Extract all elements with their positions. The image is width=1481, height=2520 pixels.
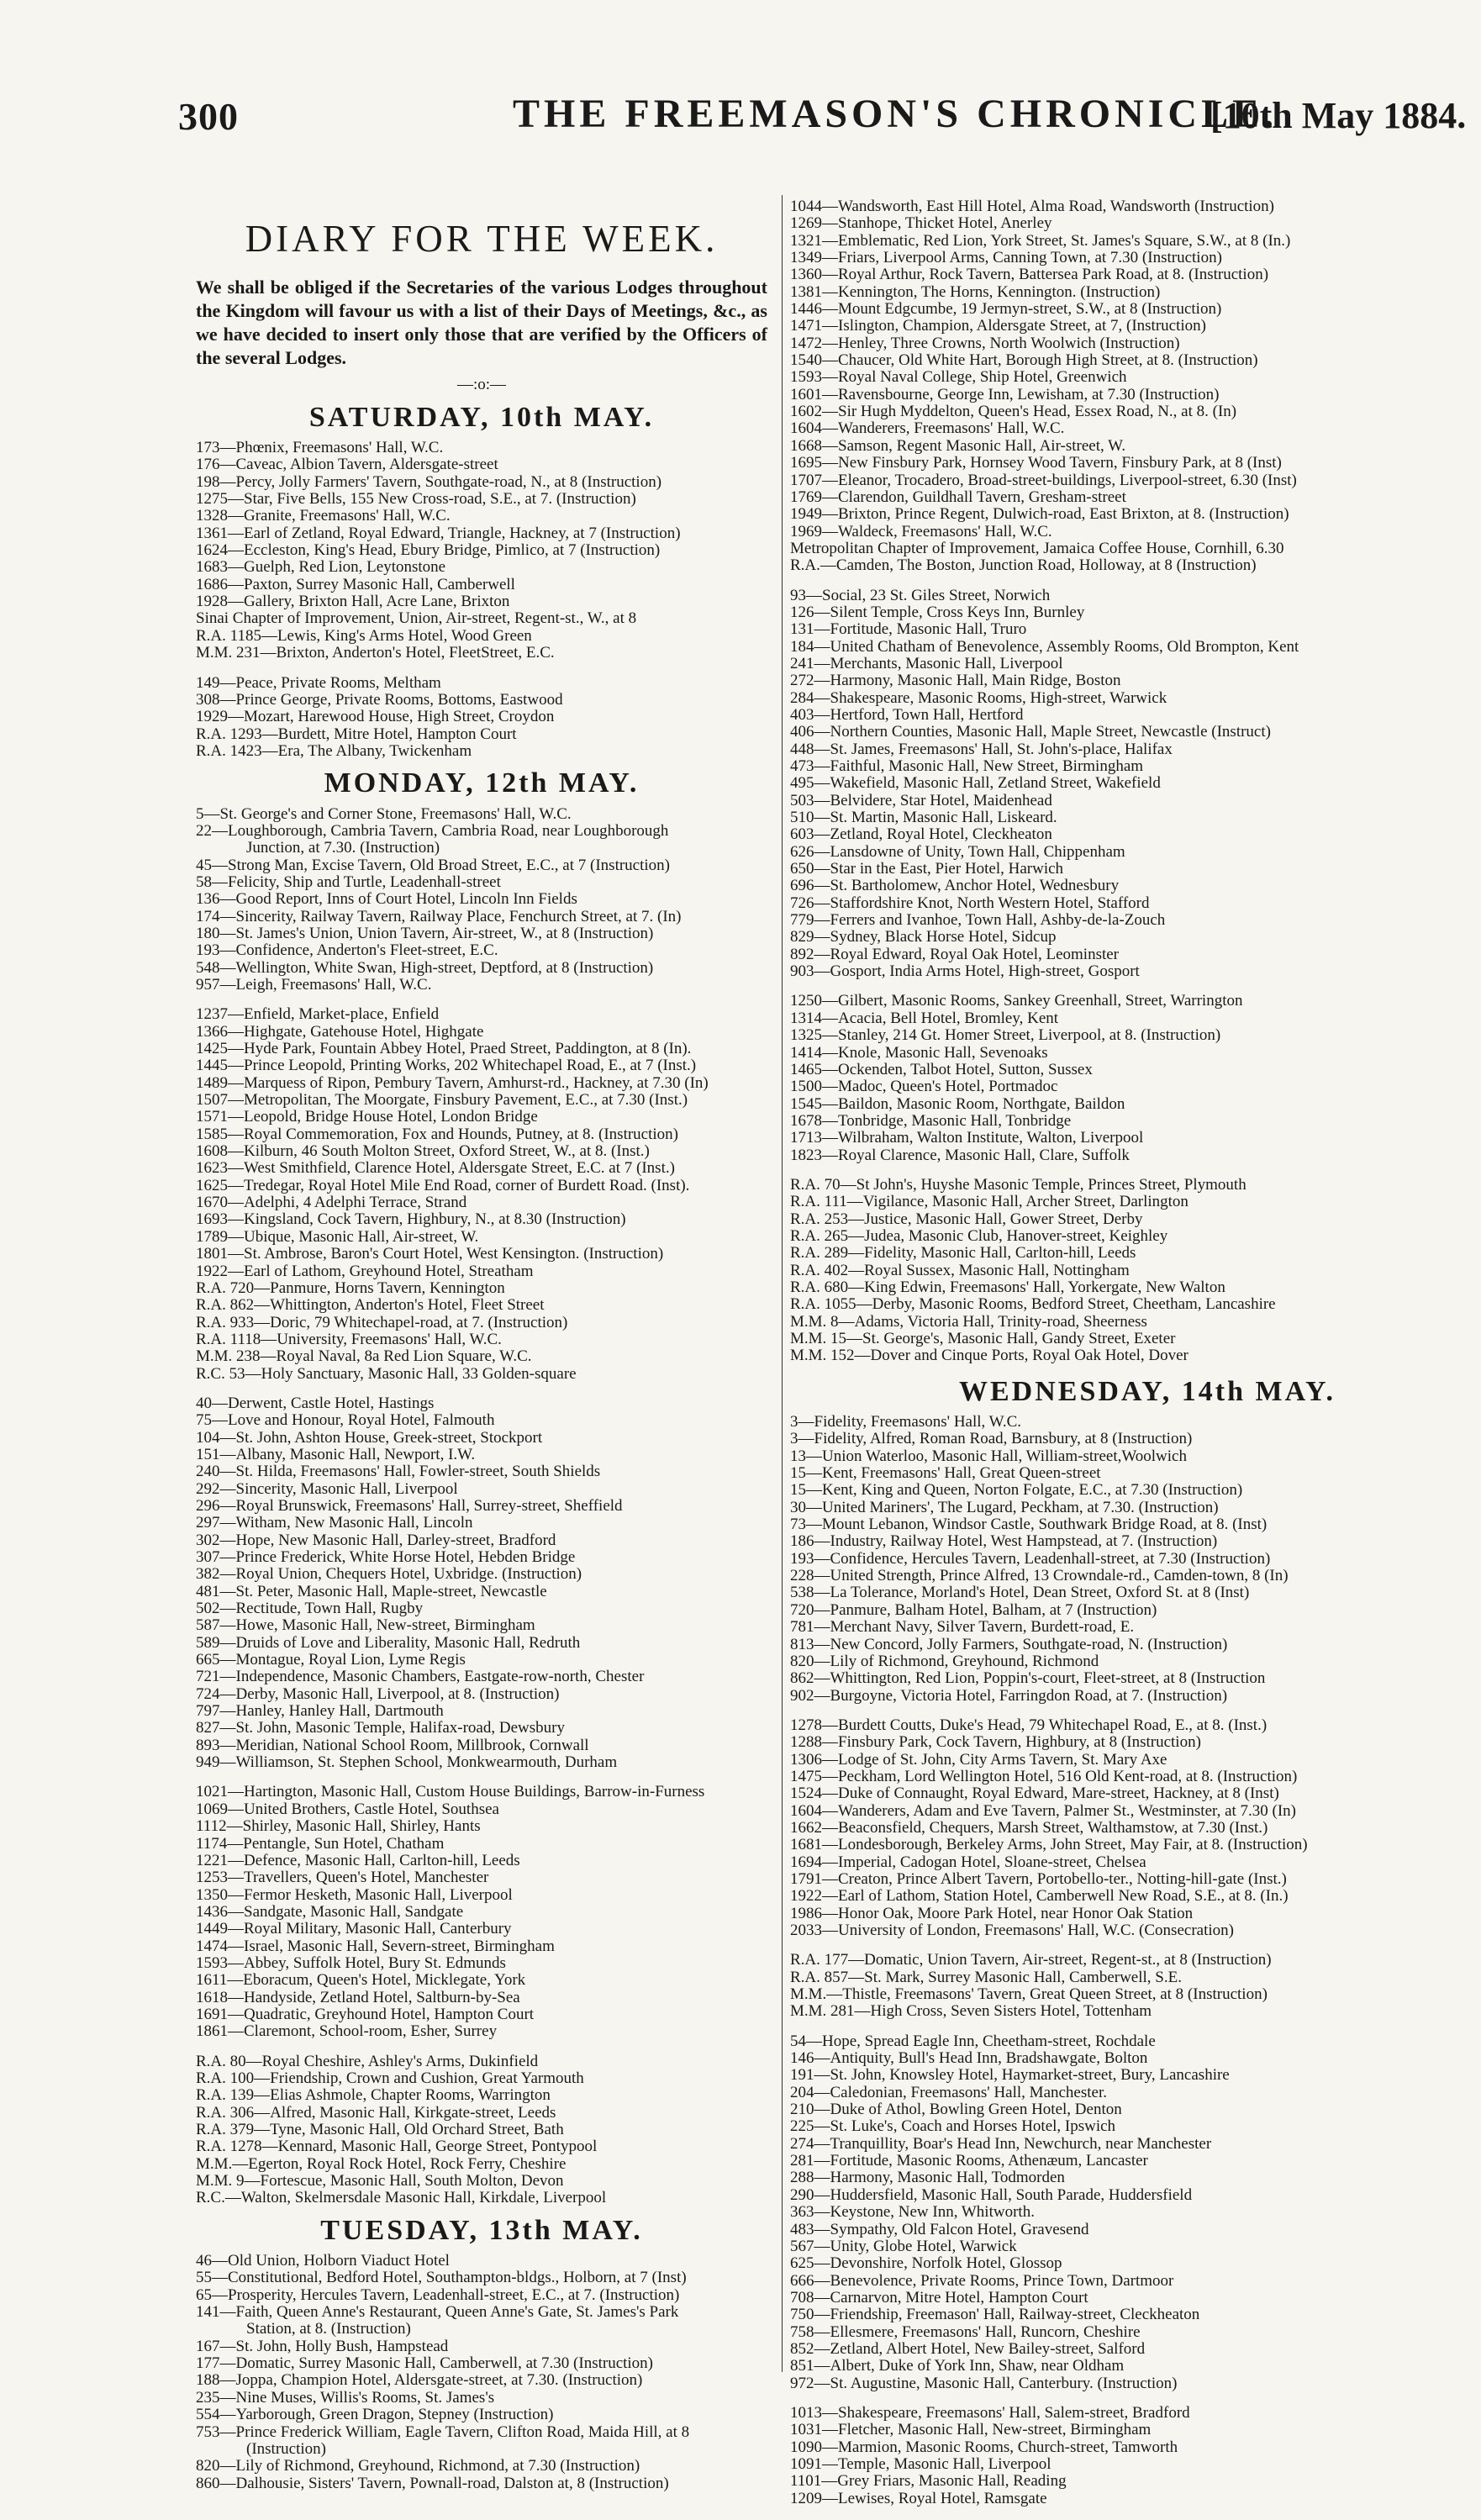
lodge-entry: 666—Benevolence, Private Rooms, Prince Town, Dartmoor xyxy=(790,2272,1174,2290)
lodge-entry: 1545—Baildon, Masonic Room, Northgate, Baildon xyxy=(790,1095,1125,1113)
diary-title: DIARY FOR THE WEEK. xyxy=(245,218,719,260)
lodge-entry: 126—Silent Temple, Cross Keys Inn, Burnley xyxy=(790,604,1085,621)
lodge-entry: M.M. 15—St. George's, Masonic Hall, Gandy Street, Exeter xyxy=(790,1331,1176,1347)
lodge-entry: 827—St. John, Masonic Temple, Halifax-road, Dewsbury xyxy=(196,1720,565,1737)
lodge-entry: 1713—Wilbraham, Walton Institute, Walton, Liverpool xyxy=(790,1130,1144,1147)
lodge-entry: 292—Sincerity, Masonic Hall, Liverpool xyxy=(196,1480,458,1498)
lodge-entry: 403—Hertford, Town Hall, Hertford xyxy=(790,706,1024,724)
lodge-entry: 1571—Leopold, Bridge House Hotel, London Bridge xyxy=(196,1109,538,1126)
lodge-entry: 198—Percy, Jolly Farmers' Tavern, Southgate-road, N., at 8 (Instruction) xyxy=(196,473,662,491)
lodge-entry: M.M. 8—Adams, Victoria Hall, Trinity-road, Sheerness xyxy=(790,1313,1147,1331)
lodge-entry: 40—Derwent, Castle Hotel, Hastings xyxy=(196,1394,435,1412)
listing-group xyxy=(790,1414,1481,1705)
lodge-entry: R.A. 1185—Lewis, King's Arms Hotel, Wood Green xyxy=(196,627,532,645)
lodge-entry: (Instruction) xyxy=(246,2440,326,2458)
lodge-entry: 1608—Kilburn, 46 South Molton Street, Oxford Street, W., at 8. (Inst.) xyxy=(196,1143,650,1161)
lodge-entry: 1681—Londesborough, Berkeley Arms, John Street, May Fair, at 8. (Instruction) xyxy=(790,1837,1308,1854)
lodge-entry: 1801—St. Ambrose, Baron's Court Hotel, West Kensington. (Instruction) xyxy=(196,1246,664,1263)
lodge-entry: 626—Lansdowne of Unity, Town Hall, Chippenham xyxy=(790,843,1125,861)
lodge-entry: 1446—Mount Edgcumbe, 19 Jermyn-street, S.W., at 8 (Instruction) xyxy=(790,301,1222,319)
lodge-entry: 548—Wellington, White Swan, High-street, Deptford, at 8 (Instruction) xyxy=(196,959,654,977)
lodge-entry: 1269—Stanhope, Thicket Hotel, Anerley xyxy=(790,215,1052,233)
lodge-entry: 149—Peace, Private Rooms, Meltham xyxy=(196,674,441,692)
lodge-entry: 1112—Shirley, Masonic Hall, Shirley, Hants xyxy=(196,1818,481,1836)
lodge-entry: 1604—Wanderers, Freemasons' Hall, W.C. xyxy=(790,420,1065,438)
lodge-entry: 1604—Wanderers, Adam and Eve Tavern, Palmer St., Westminster, at 7.30 (In) xyxy=(790,1802,1297,1820)
lodge-entry: 1350—Fermor Hesketh, Masonic Hall, Liverpool xyxy=(196,1886,513,1904)
lodge-entry: 1928—Gallery, Brixton Hall, Acre Lane, Brixton xyxy=(196,593,510,611)
lodge-entry: 5—St. George's and Corner Stone, Freemasons' Hall, W.C. xyxy=(196,805,572,823)
lodge-entry: 720—Panmure, Balham Hotel, Balham, at 7 (Instruction) xyxy=(790,1601,1157,1619)
column-rule xyxy=(782,195,783,2372)
lodge-entry: 1791—Creaton, Prince Albert Tavern, Portobello-ter., Notting-hill-gate (Inst.) xyxy=(790,1870,1287,1888)
listing-group xyxy=(790,198,1481,575)
lodge-entry: 382—Royal Union, Chequers Hotel, Uxbridge. (Instruction) xyxy=(196,1566,582,1584)
lodge-entry: 1475—Peckham, Lord Wellington Hotel, 516 Old Kent-road, at 8. (Instruction) xyxy=(790,1768,1298,1785)
lodge-entry: 892—Royal Edward, Royal Oak Hotel, Leominster xyxy=(790,946,1120,963)
lodge-entry: 1618—Handyside, Zetland Hotel, Saltburn-by-Sea xyxy=(196,1989,520,2006)
listing-group xyxy=(196,806,767,994)
lodge-entry: 510—St. Martin, Masonic Hall, Liskeard. xyxy=(790,809,1057,827)
lodge-entry: M.M. 238—Royal Naval, 8a Red Lion Square, W.C. xyxy=(196,1348,532,1366)
lodge-entry: 1021—Hartington, Masonic Hall, Custom House Buildings, Barrow-in-Furness xyxy=(196,1784,705,1801)
lodge-entry: 104—St. John, Ashton House, Greek-street, Stockport xyxy=(196,1429,543,1447)
lodge-entry: 274—Tranquillity, Boar's Head Inn, Newchurch, near Manchester xyxy=(790,2135,1212,2153)
lodge-entry: 893—Meridian, National School Room, Millbrook, Cornwall xyxy=(196,1737,589,1754)
lodge-entry: 696—St. Bartholomew, Anchor Hotel, Wednesbury xyxy=(790,878,1120,895)
lodge-entry: 1381—Kennington, The Horns, Kennington. (Instruction) xyxy=(790,283,1161,301)
lodge-entry: 1445—Prince Leopold, Printing Works, 202 Whitechapel Road, E., at 7 (Inst.) xyxy=(196,1057,697,1075)
lodge-entry: 862—Whittington, Red Lion, Poppin's-court, Fleet-street, at 8 (Instruction xyxy=(790,1670,1266,1688)
lodge-entry: 45—Strong Man, Excise Tavern, Old Broad Street, E.C., at 7 (Instruction) xyxy=(196,857,670,874)
lodge-entry: 1321—Emblematic, Red Lion, York Street, St. James's Square, S.W., at 8 (In.) xyxy=(790,232,1291,250)
lodge-entry: 1221—Defence, Masonic Hall, Carlton-hill, Leeds xyxy=(196,1852,520,1869)
listing-group xyxy=(790,993,1481,1163)
lodge-entry: 174—Sincerity, Railway Tavern, Railway Place, Fenchurch Street, at 7. (In) xyxy=(196,908,682,925)
lodge-entry: 1683—Guelph, Red Lion, Leytonstone xyxy=(196,559,446,577)
listing-group xyxy=(196,1784,767,2040)
lodge-entry: R.A. 139—Elias Ashmole, Chapter Rooms, Warrington xyxy=(196,2087,551,2105)
listing-group xyxy=(196,2253,767,2492)
lodge-entry: 1237—Enfield, Market-place, Enfield xyxy=(196,1006,440,1024)
monday-heading: MONDAY, 12th MAY. xyxy=(324,767,640,799)
lodge-entry: 448—St. James, Freemasons' Hall, St. John's-place, Halifax xyxy=(790,741,1173,758)
lodge-entry: R.A.—Camden, The Boston, Junction Road, Holloway, at 8 (Instruction) xyxy=(790,557,1257,575)
lodge-entry: 1949—Brixton, Prince Regent, Dulwich-road, East Brixton, at 8. (Instruction) xyxy=(790,506,1289,524)
lodge-entry: R.A. 289—Fidelity, Masonic Hall, Carlton-hill, Leeds xyxy=(790,1245,1136,1263)
lodge-entry: 957—Leigh, Freemasons' Hall, W.C. xyxy=(196,977,432,994)
lodge-entry: 1174—Pentangle, Sun Hotel, Chatham xyxy=(196,1835,445,1853)
lodge-entry: M.M. 152—Dover and Cinque Ports, Royal Oak Hotel, Dover xyxy=(790,1347,1188,1365)
lodge-entry: 15—Kent, Freemasons' Hall, Great Queen-street xyxy=(790,1465,1101,1483)
lodge-entry: 750—Friendship, Freemason' Hall, Railway-street, Cleckheaton xyxy=(790,2306,1200,2324)
lodge-entry: 3—Fidelity, Alfred, Roman Road, Barnsbury, at 8 (Instruction) xyxy=(790,1431,1193,1448)
lodge-entry: 288—Harmony, Masonic Hall, Todmorden xyxy=(790,2169,1065,2187)
lodge-entry: 852—Zetland, Albert Hotel, New Bailey-street, Salford xyxy=(790,2340,1146,2358)
lodge-entry: 1366—Highgate, Gatehouse Hotel, Highgate xyxy=(196,1023,484,1041)
lodge-entry: 307—Prince Frederick, White Horse Hotel, Hebden Bridge xyxy=(196,1549,576,1566)
lodge-entry: 1101—Grey Friars, Masonic Hall, Reading xyxy=(790,2473,1067,2491)
lodge-entry: R.A. 862—Whittington, Anderton's Hotel, Fleet Street xyxy=(196,1297,545,1315)
lodge-entry: R.A. 70—St John's, Huyshe Masonic Temple, Princes Street, Plymouth xyxy=(790,1176,1246,1194)
lodge-entry: 136—Good Report, Inns of Court Hotel, Lincoln Inn Fields xyxy=(196,891,577,909)
lodge-entry: 1922—Earl of Lathom, Greyhound Hotel, Streatham xyxy=(196,1263,534,1280)
lodge-entry: 1585—Royal Commemoration, Fox and Hounds, Putney, at 8. (Instruction) xyxy=(196,1126,678,1143)
lodge-entry: Sinai Chapter of Improvement, Union, Air-street, Regent-st., W., at 8 xyxy=(196,610,637,628)
lodge-entry: R.A. 100—Friendship, Crown and Cushion, Great Yarmouth xyxy=(196,2069,584,2087)
lodge-entry: 296—Royal Brunswick, Freemasons' Hall, Surrey-street, Sheffield xyxy=(196,1497,623,1515)
lodge-entry: 589—Druids of Love and Liberality, Masonic Hall, Redruth xyxy=(196,1634,581,1652)
lodge-entry: 1524—Duke of Connaught, Royal Edward, Mare-street, Hackney, at 8 (Inst) xyxy=(790,1785,1279,1803)
lodge-entry: R.A. 1293—Burdett, Mitre Hotel, Hampton Court xyxy=(196,725,517,743)
lodge-entry: 851—Albert, Duke of York Inn, Shaw, near Oldham xyxy=(790,2358,1125,2375)
lodge-entry: 1861—Claremont, School-room, Esher, Surrey xyxy=(196,2023,498,2041)
lodge-entry: 308—Prince George, Private Rooms, Bottoms, Eastwood xyxy=(196,691,563,709)
lodge-entry: 1325—Stanley, 214 Gt. Homer Street, Liverpool, at 8. (Instruction) xyxy=(790,1027,1221,1045)
lodge-entry: 22—Loughborough, Cambria Tavern, Cambria Road, near Loughborough xyxy=(196,822,669,840)
lodge-entry: 1275—Star, Five Bells, 155 New Cross-road, S.E., at 7. (Instruction) xyxy=(196,491,636,509)
lodge-entry: 1678—Tonbridge, Masonic Hall, Tonbridge xyxy=(790,1112,1072,1130)
lodge-entry: M.M.—Egerton, Royal Rock Hotel, Rock Ferry, Cheshire xyxy=(196,2155,567,2173)
lodge-entry: 1306—Lodge of St. John, City Arms Tavern, St. Mary Axe xyxy=(790,1751,1167,1769)
lodge-entry: 949—Williamson, St. Stephen School, Monkwearmouth, Durham xyxy=(196,1754,618,1772)
lodge-entry: 186—Industry, Railway Hotel, West Hampstead, at 7. (Instruction) xyxy=(790,1533,1218,1551)
lodge-entry: 1691—Quadratic, Greyhound Hotel, Hampton Court xyxy=(196,2006,535,2023)
lodge-entry: 1465—Ockenden, Talbot Hotel, Sutton, Sussex xyxy=(790,1061,1093,1078)
lodge-entry: 1278—Burdett Coutts, Duke's Head, 79 Whitechapel Road, E., at 8. (Inst.) xyxy=(790,1716,1268,1734)
lodge-entry: 1253—Travellers, Queen's Hotel, Manchester xyxy=(196,1869,489,1887)
lodge-entry: 302—Hope, New Masonic Hall, Darley-street, Bradford xyxy=(196,1532,556,1549)
lodge-entry: 1986—Honor Oak, Moore Park Hotel, near Honor Oak Station xyxy=(790,1905,1194,1922)
lodge-entry: 1670—Adelphi, 4 Adelphi Terrace, Strand xyxy=(196,1194,467,1212)
lodge-entry: 1624—Eccleston, King's Head, Ebury Bridge, Pimlico, at 7 (Instruction) xyxy=(196,542,661,560)
lodge-entry: 228—United Strength, Prince Alfred, 13 Crowndale-rd., Camden-town, 8 (In) xyxy=(790,1568,1289,1585)
lodge-entry: 151—Albany, Masonic Hall, Newport, I.W. xyxy=(196,1446,476,1463)
lodge-entry: 1823—Royal Clarence, Masonic Hall, Clare, Suffolk xyxy=(790,1147,1130,1164)
right-column xyxy=(790,198,1481,2520)
lodge-entry: 650—Star in the East, Pier Hotel, Harwich xyxy=(790,861,1064,878)
lodge-entry: R.A. 933—Doric, 79 Whitechapel-road, at 7. (Instruction) xyxy=(196,1314,568,1331)
lodge-entry: R.A. 306—Alfred, Masonic Hall, Kirkgate-street, Leeds xyxy=(196,2104,556,2122)
lodge-entry: R.A. 1118—University, Freemasons' Hall, W.C. xyxy=(196,1331,502,1348)
lodge-entry: R.A. 1278—Kennard, Masonic Hall, George Street, Pontypool xyxy=(196,2138,598,2156)
listing-group xyxy=(196,440,767,662)
lodge-entry: 363—Keystone, New Inn, Whitworth. xyxy=(790,2204,1035,2222)
lodge-entry: 1769—Clarendon, Guildhall Tavern, Gresham-street xyxy=(790,488,1126,506)
lodge-entry: 193—Confidence, Anderton's Fleet-street, E.C. xyxy=(196,942,498,960)
saturday-listings xyxy=(196,440,767,760)
lodge-entry: 1500—Madoc, Queen's Hotel, Portmadoc xyxy=(790,1078,1058,1096)
lodge-entry: M.M.—Thistle, Freemasons' Tavern, Great Queen Street, at 8 (Instruction) xyxy=(790,1986,1268,2004)
lodge-entry: 1328—Granite, Freemasons' Hall, W.C. xyxy=(196,508,451,525)
lodge-entry: R.A. 720—Panmure, Horns Tavern, Kennington xyxy=(196,1279,505,1297)
lodge-entry: 1593—Royal Naval College, Ship Hotel, Greenwich xyxy=(790,369,1127,387)
lodge-entry: 753—Prince Frederick William, Eagle Tavern, Clifton Road, Maida Hill, at 8 xyxy=(196,2423,690,2441)
lodge-entry: 13—Union Waterloo, Masonic Hall, William-street,Woolwich xyxy=(790,1447,1187,1465)
lodge-entry: 281—Fortitude, Masonic Rooms, Athenæum, Lancaster xyxy=(790,2153,1148,2170)
issue-date: [10th May 1884. xyxy=(1210,95,1467,136)
lodge-entry: R.A. 265—Judea, Masonic Club, Hanover-street, Keighley xyxy=(790,1227,1168,1245)
lodge-entry: 131—Fortitude, Masonic Hall, Truro xyxy=(790,621,1027,639)
left-column xyxy=(196,193,767,2505)
listing-group xyxy=(196,1006,767,1383)
lodge-entry: R.A. 253—Justice, Masonic Hall, Gower Street, Derby xyxy=(790,1210,1143,1228)
lodge-entry: 176—Caveac, Albion Tavern, Aldersgate-street xyxy=(196,456,498,474)
lodge-entry: Junction, at 7.30. (Instruction) xyxy=(246,840,440,857)
lodge-entry: 481—St. Peter, Masonic Hall, Maple-street, Newcastle xyxy=(196,1583,547,1600)
lodge-entry: 1091—Temple, Masonic Hall, Liverpool xyxy=(790,2455,1051,2473)
wednesday-listings xyxy=(790,1414,1481,2507)
lodge-entry: 2033—University of London, Freemasons' Hall, W.C. (Consecration) xyxy=(790,1922,1234,1939)
lodge-entry: Metropolitan Chapter of Improvement, Jamaica Coffee House, Cornhill, 6.30 xyxy=(790,540,1284,557)
tuesday-listings-continued xyxy=(790,198,1481,1365)
lodge-entry: 726—Staffordshire Knot, North Western Hotel, Stafford xyxy=(790,894,1150,912)
lodge-entry: 1288—Finsbury Park, Cock Tavern, Highbury, at 8 (Instruction) xyxy=(790,1734,1201,1752)
lodge-entry: 829—Sydney, Black Horse Hotel, Sidcup xyxy=(790,929,1057,946)
lodge-entry: 1922—Earl of Lathom, Station Hotel, Camberwell New Road, S.E., at 8. (In.) xyxy=(790,1888,1289,1906)
lodge-entry: 1695—New Finsbury Park, Hornsey Wood Tavern, Finsbury Park, at 8 (Inst) xyxy=(790,455,1282,472)
lodge-entry: 483—Sympathy, Old Falcon Hotel, Gravesend xyxy=(790,2221,1089,2238)
lodge-entry: 241—Merchants, Masonic Hall, Liverpool xyxy=(790,655,1063,672)
lodge-entry: 1686—Paxton, Surrey Masonic Hall, Camberwell xyxy=(196,576,515,593)
lodge-entry: 284—Shakespeare, Masonic Rooms, High-street, Warwick xyxy=(790,689,1167,707)
lodge-entry: 1425—Hyde Park, Fountain Abbey Hotel, Praed Street, Paddington, at 8 (In). xyxy=(196,1041,692,1058)
lodge-entry: 1969—Waldeck, Freemasons' Hall, W.C. xyxy=(790,523,1052,540)
lodge-entry: 1472—Henley, Three Crowns, North Woolwich (Instruction) xyxy=(790,335,1180,352)
lodge-entry: 167—St. John, Holly Bush, Hampstead xyxy=(196,2338,449,2355)
lodge-entry: 820—Lily of Richmond, Greyhound, Richmond xyxy=(790,1653,1099,1670)
listing-group xyxy=(196,1395,767,1772)
lodge-entry: 1436—Sandgate, Masonic Hall, Sandgate xyxy=(196,1903,464,1921)
lodge-entry: 797—Hanley, Hanley Hall, Dartmouth xyxy=(196,1703,444,1721)
lodge-entry: 903—Gosport, India Arms Hotel, High-street, Gosport xyxy=(790,963,1140,981)
lodge-entry: 1623—West Smithfield, Clarence Hotel, Aldersgate Street, E.C. at 7 (Inst.) xyxy=(196,1160,675,1178)
listing-group xyxy=(790,2405,1481,2507)
lodge-entry: 75—Love and Honour, Royal Hotel, Falmouth xyxy=(196,1412,495,1430)
lodge-entry: 860—Dalhousie, Sisters' Tavern, Pownall-road, Dalston at, 8 (Instruction) xyxy=(196,2475,669,2492)
lodge-entry: 141—Faith, Queen Anne's Restaurant, Queen Anne's Gate, St. James's Park xyxy=(196,2304,679,2322)
lodge-entry: 1314—Acacia, Bell Hotel, Bromley, Kent xyxy=(790,1010,1059,1027)
lodge-entry: 173—Phœnix, Freemasons' Hall, W.C. xyxy=(196,440,444,457)
listing-group xyxy=(196,675,767,761)
lodge-entry: 587—Howe, Masonic Hall, New-street, Birmingham xyxy=(196,1617,535,1635)
lodge-entry: 554—Yarborough, Green Dragon, Stepney (Instruction) xyxy=(196,2407,554,2424)
lodge-entry: 406—Northern Counties, Masonic Hall, Maple Street, Newcastle (Instruct) xyxy=(790,724,1271,741)
listing-group xyxy=(790,1717,1481,1939)
lodge-entry: 1414—Knole, Masonic Hall, Sevenoaks xyxy=(790,1044,1048,1062)
lodge-entry: 191—St. John, Knowsley Hotel, Haymarket-street, Bury, Lancashire xyxy=(790,2067,1230,2085)
lodge-entry: 779—Ferrers and Ivanhoe, Town Hall, Ashby-de-la-Zouch xyxy=(790,912,1166,930)
lodge-entry: 708—Carnarvon, Mitre Hotel, Hampton Court xyxy=(790,2289,1088,2306)
lodge-entry: 538—La Tolerance, Morland's Hotel, Dean Street, Oxford St. at 8 (Inst) xyxy=(790,1584,1250,1602)
lodge-entry: 495—Wakefield, Masonic Hall, Zetland Street, Wakefield xyxy=(790,775,1161,793)
lodge-entry: 473—Faithful, Masonic Hall, New Street, Birmingham xyxy=(790,758,1144,775)
monday-listings xyxy=(196,806,767,2207)
lodge-entry: 46—Old Union, Holborn Viaduct Hotel xyxy=(196,2253,450,2270)
lodge-entry: 1044—Wandsworth, East Hill Hotel, Alma Road, Wandsworth (Instruction) xyxy=(790,198,1275,215)
lodge-entry: R.A. 1423—Era, The Albany, Twickenham xyxy=(196,742,472,760)
lodge-entry: 1250—Gilbert, Masonic Rooms, Sankey Greenhall, Street, Warrington xyxy=(790,993,1243,1010)
lodge-entry: R.A. 1055—Derby, Masonic Rooms, Bedford Street, Cheetham, Lancashire xyxy=(790,1296,1276,1314)
lodge-entry: 290—Huddersfield, Masonic Hall, South Parade, Huddersfield xyxy=(790,2186,1193,2204)
lodge-entry: 1090—Marmion, Masonic Rooms, Church-street, Tamworth xyxy=(790,2438,1178,2456)
newspaper-title: THE FREEMASON'S CHRONICLE. xyxy=(513,92,1278,136)
lodge-entry: 1611—Eboracum, Queen's Hotel, Micklegate, York xyxy=(196,1972,526,1990)
lodge-entry: 1349—Friars, Liverpool Arms, Canning Town, at 7.30 (Instruction) xyxy=(790,250,1222,267)
lodge-entry: R.A. 857—St. Mark, Surrey Masonic Hall, Camberwell, S.E. xyxy=(790,1969,1182,1986)
lodge-entry: 1489—Marquess of Ripon, Pembury Tavern, Amhurst-rd., Hackney, at 7.30 (In) xyxy=(196,1074,709,1092)
lodge-entry: 1625—Tredegar, Royal Hotel Mile End Road, corner of Burdett Road. (Inst). xyxy=(196,1177,690,1194)
lodge-entry: 1789—Ubique, Masonic Hall, Air-street, W. xyxy=(196,1228,479,1246)
lodge-entry: 1693—Kingsland, Cock Tavern, Highbury, N., at 8.30 (Instruction) xyxy=(196,1211,626,1229)
lodge-entry: M.M. 281—High Cross, Seven Sisters Hotel, Tottenham xyxy=(790,2003,1152,2021)
lodge-entry: R.A. 402—Royal Sussex, Masonic Hall, Nottingham xyxy=(790,1262,1130,1279)
lodge-entry: R.A. 111—Vigilance, Masonic Hall, Archer Street, Darlington xyxy=(790,1194,1188,1211)
lodge-entry: 781—Merchant Navy, Silver Tavern, Burdett-road, E. xyxy=(790,1619,1135,1637)
masthead xyxy=(0,0,1481,138)
lodge-entry: 204—Caledonian, Freemasons' Hall, Manchester. xyxy=(790,2084,1108,2101)
lodge-entry: 1694—Imperial, Cadogan Hotel, Sloane-street, Chelsea xyxy=(790,1853,1146,1871)
lodge-entry: 15—Kent, King and Queen, Norton Folgate, E.C., at 7.30 (Instruction) xyxy=(790,1482,1243,1500)
lodge-entry: R.C. 53—Holy Sanctuary, Masonic Hall, 33 Golden-square xyxy=(196,1365,577,1383)
lodge-entry: 210—Duke of Athol, Bowling Green Hotel, Denton xyxy=(790,2101,1122,2119)
listing-group xyxy=(196,2053,767,2207)
tuesday-listings xyxy=(196,2253,767,2492)
tuesday-heading: TUESDAY, 13th MAY. xyxy=(320,2214,643,2246)
lodge-entry: 1602—Sir Hugh Myddelton, Queen's Head, Essex Road, N., at 8. (In) xyxy=(790,403,1237,421)
lodge-entry: 1668—Samson, Regent Masonic Hall, Air-street, W. xyxy=(790,437,1126,455)
intro-paragraph: We shall be obliged if the Secretaries of the various Lodges throughout the Kingdom will favour us with a list of their Days of Meetings, &c., as we have decided to insert only those that are verified by the Officers of the several Lodges. xyxy=(196,277,767,369)
lodge-entry: 177—Domatic, Surrey Masonic Hall, Camberwell, at 7.30 (Instruction) xyxy=(196,2355,654,2373)
lodge-entry: 503—Belvidere, Star Hotel, Maidenhead xyxy=(790,792,1052,809)
lodge-entry: R.A. 680—King Edwin, Freemasons' Hall, Yorkergate, New Walton xyxy=(790,1278,1225,1296)
lodge-entry: 184—United Chatham of Benevolence, Assembly Rooms, Old Brompton, Kent xyxy=(790,638,1299,656)
listing-group xyxy=(790,1177,1481,1365)
lodge-entry: 665—Montague, Royal Lion, Lyme Regis xyxy=(196,1652,466,1669)
separator: —:o:— xyxy=(456,376,507,394)
lodge-entry: 93—Social, 23 St. Giles Street, Norwich xyxy=(790,587,1051,604)
lodge-entry: 54—Hope, Spread Eagle Inn, Cheetham-street, Rochdale xyxy=(790,2032,1156,2050)
lodge-entry: 188—Joppa, Champion Hotel, Aldersgate-street, at 7.30. (Instruction) xyxy=(196,2372,643,2390)
lodge-entry: 567—Unity, Globe Hotel, Warwick xyxy=(790,2238,1017,2255)
lodge-entry: M.M. 231—Brixton, Anderton's Hotel, FleetStreet, E.C. xyxy=(196,645,555,662)
lodge-entry: 1929—Mozart, Harewood House, High Street, Croydon xyxy=(196,709,555,726)
lodge-entry: 1707—Eleanor, Trocadero, Broad-street-buildings, Liverpool-street, 6.30 (Inst) xyxy=(790,472,1297,489)
lodge-entry: 1209—Lewises, Royal Hotel, Ramsgate xyxy=(790,2490,1047,2507)
wednesday-heading: WEDNESDAY, 14th MAY. xyxy=(959,1375,1336,1407)
lodge-entry: 1013—Shakespeare, Freemasons' Hall, Salem-street, Bradford xyxy=(790,2404,1190,2422)
lodge-entry: 240—St. Hilda, Freemasons' Hall, Fowler-street, South Shields xyxy=(196,1463,601,1481)
saturday-heading: SATURDAY, 10th MAY. xyxy=(308,401,655,433)
lodge-entry: 235—Nine Muses, Willis's Rooms, St. James's xyxy=(196,2389,495,2407)
lodge-entry: 758—Ellesmere, Freemasons' Hall, Runcorn, Cheshire xyxy=(790,2323,1141,2341)
lodge-entry: 225—St. Luke's, Coach and Horses Hotel, Ipswich xyxy=(790,2118,1116,2136)
lodge-entry: 902—Burgoyne, Victoria Hotel, Farringdon Road, at 7. (Instruction) xyxy=(790,1687,1228,1705)
lodge-entry: 1031—Fletcher, Masonic Hall, New-street, Birmingham xyxy=(790,2422,1152,2439)
lodge-entry: 58—Felicity, Ship and Turtle, Leadenhall-street xyxy=(196,873,501,891)
lodge-entry: 1361—Earl of Zetland, Royal Edward, Triangle, Hackney, at 7 (Instruction) xyxy=(196,525,681,542)
listing-group xyxy=(790,2033,1481,2392)
lodge-entry: 1474—Israel, Masonic Hall, Severn-street, Birmingham xyxy=(196,1937,555,1955)
lodge-entry: 180—St. James's Union, Union Tavern, Air-street, W., at 8 (Instruction) xyxy=(196,925,654,942)
lodge-entry: 1507—Metropolitan, The Moorgate, Finsbury Pavement, E.C., at 7.30 (Inst.) xyxy=(196,1092,688,1110)
lodge-entry: 1601—Ravensbourne, George Inn, Lewisham, at 7.30 (Instruction) xyxy=(790,386,1220,403)
lodge-entry: R.C.—Walton, Skelmersdale Masonic Hall, Kirkdale, Liverpool xyxy=(196,2190,607,2207)
lodge-entry: 820—Lily of Richmond, Greyhound, Richmond, at 7.30 (Instruction) xyxy=(196,2458,640,2475)
lodge-entry: R.A. 379—Tyne, Masonic Hall, Old Orchard Street, Bath xyxy=(196,2122,564,2138)
lodge-entry: 625—Devonshire, Norfolk Hotel, Glossop xyxy=(790,2255,1062,2273)
lodge-entry: Station, at 8. (Instruction) xyxy=(246,2321,411,2338)
lodge-entry: 1360—Royal Arthur, Rock Tavern, Battersea Park Road, at 8. (Instruction) xyxy=(790,266,1269,284)
listing-group xyxy=(790,588,1481,981)
lodge-entry: 603—Zetland, Royal Hotel, Cleckheaton xyxy=(790,826,1052,844)
page-number: 300 xyxy=(178,95,239,138)
lodge-entry: 65—Prosperity, Hercules Tavern, Leadenhall-street, E.C., at 7. (Instruction) xyxy=(196,2286,680,2304)
lodge-entry: 724—Derby, Masonic Hall, Liverpool, at 8. (Instruction) xyxy=(196,1685,560,1703)
lodge-entry: R.A. 80—Royal Cheshire, Ashley's Arms, Dukinfield xyxy=(196,2053,539,2070)
lodge-entry: M.M. 9—Fortescue, Masonic Hall, South Molton, Devon xyxy=(196,2173,564,2191)
listing-group xyxy=(790,1952,1481,2020)
lodge-entry: 146—Antiquity, Bull's Head Inn, Bradshawgate, Bolton xyxy=(790,2050,1148,2068)
lodge-entry: 1449—Royal Military, Masonic Hall, Canterbury xyxy=(196,1921,512,1938)
lodge-entry: 30—United Mariners', The Lugard, Peckham, at 7.30. (Instruction) xyxy=(790,1499,1219,1516)
lodge-entry: 813—New Concord, Jolly Farmers, Southgate-road, N. (Instruction) xyxy=(790,1636,1228,1653)
lodge-entry: 1069—United Brothers, Castle Hotel, Southsea xyxy=(196,1800,499,1818)
lodge-entry: 193—Confidence, Hercules Tavern, Leadenhall-street, at 7.30 (Instruction) xyxy=(790,1550,1271,1568)
lodge-entry: 1540—Chaucer, Old White Hart, Borough High Street, at 8. (Instruction) xyxy=(790,352,1258,370)
lodge-entry: 73—Mount Lebanon, Windsor Castle, Southwark Bridge Road, at 8. (Inst) xyxy=(790,1516,1268,1534)
lodge-entry: 972—St. Augustine, Masonic Hall, Canterbury. (Instruction) xyxy=(790,2375,1178,2392)
lodge-entry: 1593—Abbey, Suffolk Hotel, Bury St. Edmunds xyxy=(196,1954,506,1972)
lodge-entry: 272—Harmony, Masonic Hall, Main Ridge, Boston xyxy=(790,672,1121,690)
lodge-entry: 297—Witham, New Masonic Hall, Lincoln xyxy=(196,1515,473,1532)
lodge-entry: 1471—Islington, Champion, Aldersgate Street, at 7, (Instruction) xyxy=(790,318,1206,335)
lodge-entry: 55—Constitutional, Bedford Hotel, Southampton-bldgs., Holborn, at 7 (Inst) xyxy=(196,2270,687,2287)
lodge-entry: 721—Independence, Masonic Chambers, Eastgate-row-north, Chester xyxy=(196,1669,645,1686)
lodge-entry: R.A. 177—Domatic, Union Tavern, Air-street, Regent-st., at 8 (Instruction) xyxy=(790,1952,1272,1969)
lodge-entry: 502—Rectitude, Town Hall, Rugby xyxy=(196,1600,424,1618)
lodge-entry: 1662—Beaconsfield, Chequers, Marsh Street, Walthamstow, at 7.30 (Inst.) xyxy=(790,1819,1268,1837)
lodge-entry: 3—Fidelity, Freemasons' Hall, W.C. xyxy=(790,1414,1022,1431)
